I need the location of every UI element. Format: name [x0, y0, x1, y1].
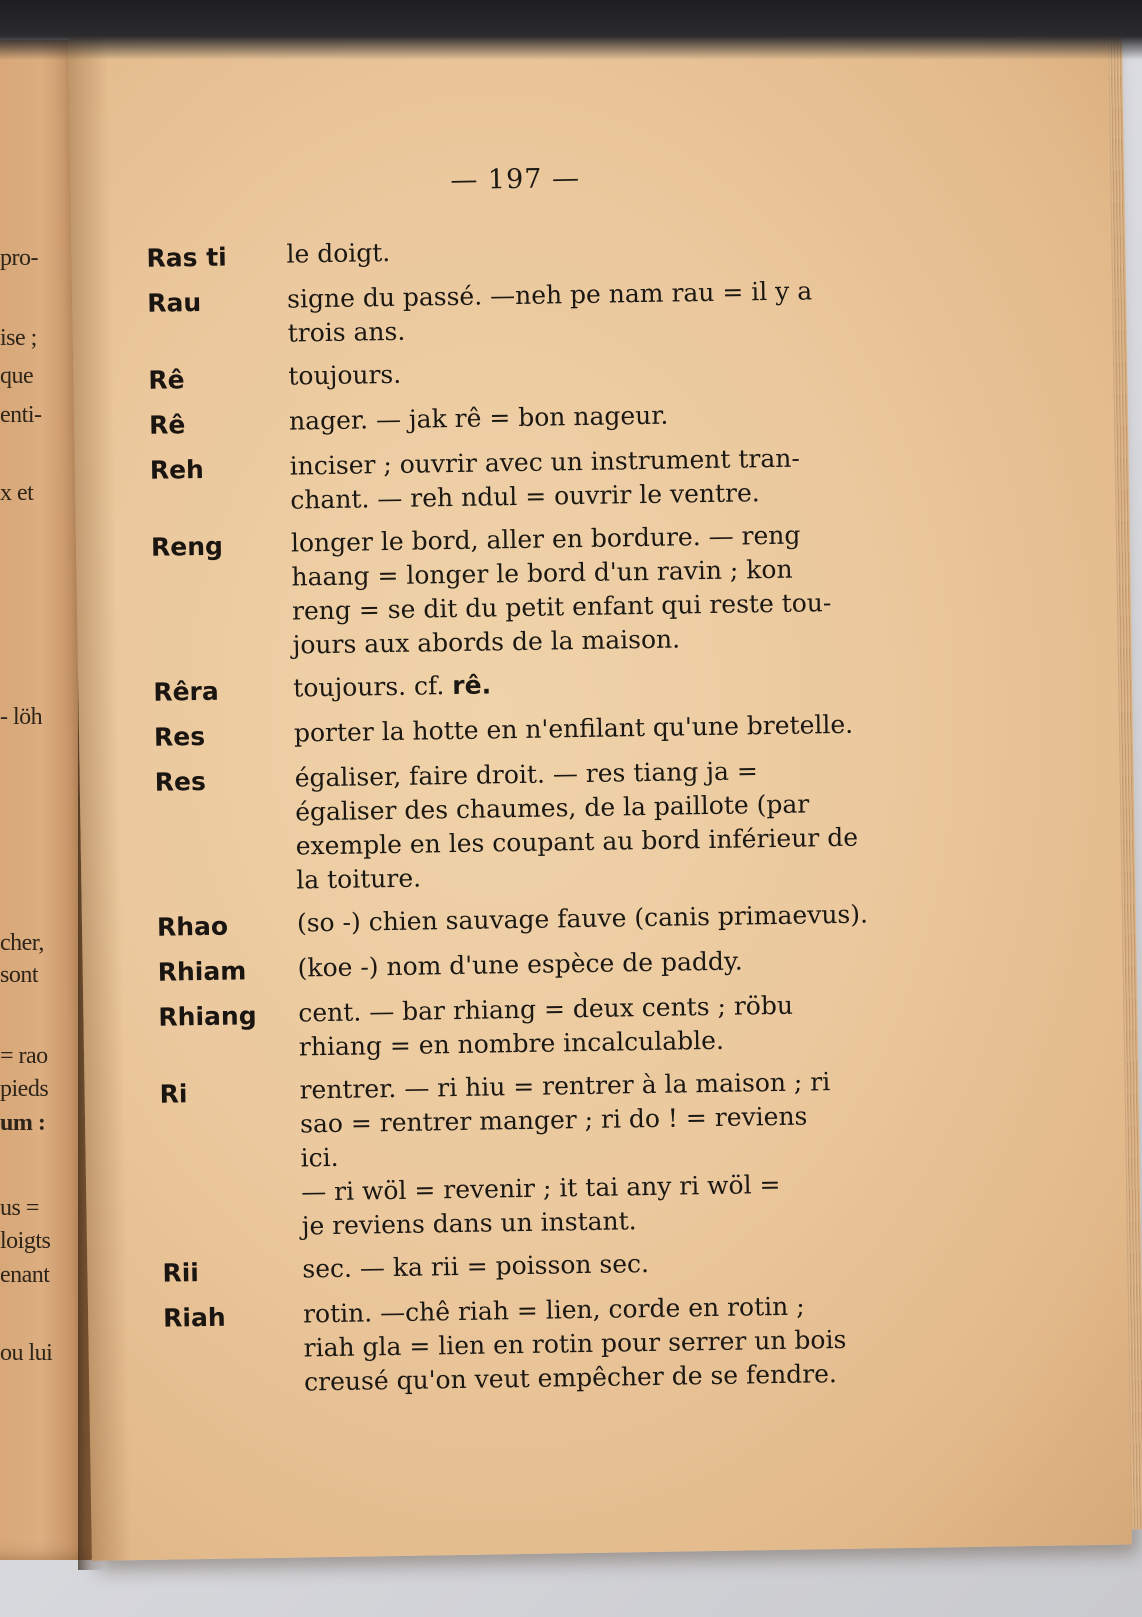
page-number: — 197 — [450, 162, 581, 197]
dictionary-entry [154, 751, 936, 899]
entry-headword: Rêra [153, 676, 219, 707]
left-page-fragment: - löh [0, 704, 43, 730]
definition-line: longer le bord, aller en bordure. — reng [290, 520, 801, 558]
entry-definition [303, 1287, 945, 1399]
entry-headword: Reng [150, 531, 224, 562]
left-page-fragment: pro- [0, 245, 38, 271]
definition-line: la toiture. [296, 863, 422, 895]
entry-definition [302, 1242, 942, 1288]
cross-reference: rê. [452, 670, 492, 701]
definition-line: jours aux abords de la maison. [292, 624, 681, 660]
left-page-fragment: ou lui [0, 1340, 53, 1366]
top-edge-shadow [0, 0, 1142, 60]
dictionary-entry [151, 517, 933, 665]
left-page-fragment: ise ; [0, 325, 37, 351]
entry-definition [286, 228, 926, 274]
left-page-fragment: cher, [0, 930, 44, 956]
definition-line: ici. [300, 1142, 339, 1173]
left-page-fragment: um : [0, 1110, 46, 1136]
definition-line: le doigt. [286, 237, 391, 269]
dictionary-entry [158, 986, 939, 1066]
dictionary-entry [147, 273, 928, 353]
entry-definition [293, 661, 933, 707]
definition-line: rotin. —chê riah = lien, corde en rotin ; [302, 1291, 805, 1329]
dictionary-entry [162, 1242, 942, 1290]
definition-line: (so -) chien sauvage fauve (canis primaevus). [296, 899, 869, 938]
definition-line: signe du passé. —neh pe nam rau = il y a [286, 276, 813, 314]
entry-definition [287, 273, 928, 351]
definition-line: inciser ; ouvrir avec un instrument tran- [289, 443, 801, 481]
entry-definition [294, 706, 934, 752]
page-stack-edge [1108, 29, 1142, 1529]
definition-line: nager. — jak rê = bon nageur. [288, 400, 669, 436]
entry-headword: Rii [162, 1258, 200, 1288]
definition-line: cent. — bar rhiang = deux cents ; röbu [298, 990, 794, 1028]
definition-line: haang = longer le bord d'un ravin ; kon [291, 554, 793, 592]
left-page-fragment: = rao [0, 1043, 48, 1069]
dictionary-entry [149, 395, 929, 443]
entry-definition [298, 986, 939, 1064]
dictionary-entry [157, 896, 937, 944]
definition-line: — ri wöl = revenir ; it tai any ri wöl = [300, 1169, 781, 1207]
left-page-fragment: x et [0, 480, 34, 506]
left-page-fragment: sont [0, 962, 39, 988]
entry-headword: Riah [162, 1302, 226, 1333]
definition-line: exemple en les coupant au bord inférieur de [295, 822, 859, 861]
dictionary-entry [159, 1063, 942, 1245]
entry-definition [288, 350, 928, 396]
entry-headword: Rhiang [158, 1001, 257, 1032]
definition-line: reng = se dit du petit enfant qui reste tou- [291, 588, 832, 626]
left-page-fragment: us = [0, 1195, 39, 1221]
definition-line: chant. — reh ndul = ouvrir le ventre. [290, 478, 760, 515]
dictionary-entry [148, 350, 928, 398]
definition-line: creusé qu'on veut empêcher de se fendre. [303, 1359, 838, 1397]
entry-definition [299, 1063, 942, 1243]
definition-line: riah gla = lien en rotin pour serrer un bois [303, 1324, 847, 1363]
definition-line: trois ans. [287, 316, 406, 348]
definition-line: rhiang = en nombre incalculable. [298, 1025, 725, 1062]
entry-headword: Ri [159, 1079, 188, 1109]
definition-line: égaliser des chaumes, de la paillote (par [294, 789, 810, 827]
definition-line: porter la hotte en n'enfilant qu'une bretelle. [293, 709, 854, 748]
entry-headword: Res [153, 721, 206, 752]
left-page-fragment: que [0, 363, 34, 389]
left-page-fragment: pieds [0, 1076, 49, 1102]
entry-headword: Rau [146, 287, 202, 318]
entry-headword: Ras ti [146, 242, 227, 273]
right-page [68, 20, 1132, 1561]
dictionary-entry [163, 1287, 945, 1401]
definition-line: égaliser, faire droit. — res tiang ja = [294, 756, 759, 793]
entry-definition [297, 896, 937, 942]
definition-line: toujours. [288, 359, 402, 391]
dictionary-entry [157, 941, 937, 989]
entry-definition [290, 440, 931, 518]
dictionary-entry [146, 228, 926, 276]
entry-headword: Res [154, 766, 207, 797]
entry-headword: Reh [149, 454, 205, 485]
entry-headword: Rhao [156, 911, 229, 942]
entry-definition [297, 941, 937, 987]
left-page-fragment: enant [0, 1262, 50, 1288]
definition-line: je reviens dans un instant. [301, 1206, 637, 1241]
definition-line: sec. — ka rii = poisson sec. [302, 1249, 650, 1284]
definition-line: rentrer. — ri hiu = rentrer à la maison ; ri [299, 1067, 831, 1105]
left-page-fragment: loigts [0, 1228, 51, 1254]
definition-line: (koe -) nom d'une espèce de paddy. [297, 946, 743, 983]
definition-text: toujours. cf. [293, 671, 445, 703]
definition-line [293, 661, 933, 705]
dictionary-entry [154, 706, 934, 754]
definition-line: sao = rentrer manger ; ri do ! = reviens [299, 1101, 808, 1139]
entry-headword: Rê [148, 365, 185, 395]
dictionary-entry [150, 440, 931, 520]
entry-definition [289, 395, 929, 441]
entry-definition [291, 517, 933, 663]
dictionary-entry [153, 661, 933, 709]
entry-definition [294, 751, 936, 897]
entry-headword: Rê [148, 410, 186, 440]
dictionary-entries [146, 228, 944, 1411]
left-page-fragment: enti- [0, 402, 42, 428]
entry-headword: Rhiam [157, 956, 247, 987]
